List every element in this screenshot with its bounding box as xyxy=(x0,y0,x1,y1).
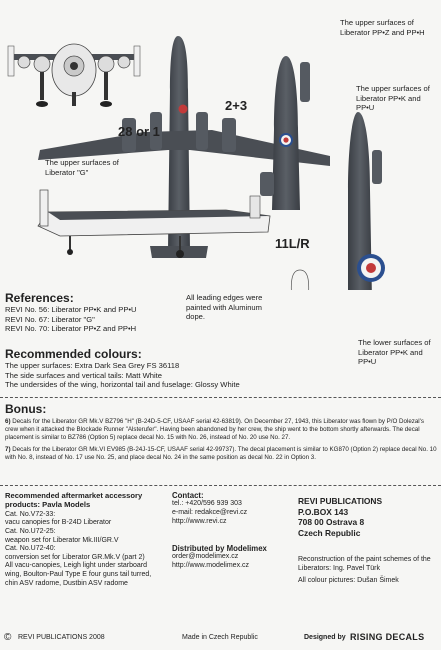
callout-lower-pp-k-pp-u: The lower surfaces of Liberator PP•K and PP•U xyxy=(358,338,431,367)
rising-decals-logo: RISING DECALS xyxy=(350,632,425,642)
references-item: REVI No. 67: Liberator "G" xyxy=(5,314,95,324)
contact-email[interactable]: e-mail: redakce@revi.cz xyxy=(172,508,248,516)
address-block xyxy=(298,496,438,538)
aftermarket-line: All vacu-canopies, Leigh light under starboard wing, Boulton-Paul Type E four guns tail turred, chin ASV radome, Dustbin ASV radome xyxy=(5,562,152,587)
aftermarket-line: Cat. No.V72-33: xyxy=(5,510,56,518)
callout-upper-g: The upper surfaces of Liberator "G" xyxy=(45,158,119,177)
bonus-item-6 xyxy=(5,418,437,442)
bonus-heading: Bonus: xyxy=(5,402,47,416)
aftermarket-line: conversion set for Liberator GR.Mk.V (part 2) xyxy=(5,553,145,561)
callout-upper-pp-k-pp-u: The upper surfaces of Liberator PP•K and PP•U xyxy=(356,84,430,113)
bonus-item-number: 7) xyxy=(5,445,11,453)
aftermarket-heading: Recommended aftermarket accessory products: Pavla Models xyxy=(5,491,143,510)
references-item: REVI No. 56: Liberator PP•K and PP•U xyxy=(5,305,137,314)
contact-website[interactable]: http://www.revi.cz xyxy=(172,517,227,525)
designed-by-text: Designed by xyxy=(304,634,346,641)
recommended-colours-section xyxy=(5,347,335,390)
contact-section xyxy=(172,491,292,526)
lower-wing-outline xyxy=(291,270,308,290)
callout-upper-pp-z-pp-h: The upper surfaces of Liberator PP•Z and PP•H xyxy=(340,18,425,37)
aftermarket-line: weapon set for Liberator Mk.III/GR.V xyxy=(5,536,119,544)
footer xyxy=(4,632,438,646)
divider-line xyxy=(0,397,441,398)
distributed-heading: Distributed by Modelimex xyxy=(172,544,267,553)
aftermarket-line: Cat. No.U72-25: xyxy=(5,528,56,535)
references-item: REVI No. 70: Liberator PP•Z and PP•H xyxy=(5,324,137,334)
front-view-aircraft xyxy=(8,44,140,107)
address-line: 708 00 Ostrava 8 xyxy=(298,517,365,528)
colours-heading: Recommended colours: xyxy=(5,347,142,361)
fuselage-pp-zh xyxy=(260,56,310,210)
aftermarket-section xyxy=(5,491,165,588)
callout-number-2-3: 2+3 xyxy=(225,98,248,113)
references-heading: References: xyxy=(5,291,74,305)
aftermarket-line: Cat. No.U72-40: xyxy=(5,545,56,553)
colours-item: The undersides of the wing, horizontal tail and fuselage: Glossy White xyxy=(5,380,240,390)
distributed-email[interactable]: order@modelimex.cz xyxy=(172,553,239,560)
bonus-item-text: Decals for the Liberator GR Mk.V BZ796 "H" (B-24D-5-CF, USAAF serial 42-63819). On December 27, 1943, this Liberator was flown by P/O Dolezal's crew when it attacked the Blockade Runner "Alsterufer". Having been abandoned by her crew, the ship went to the bottom shortly afterwards. The decal placement is similar to BZ786 (Option 5) replace decal No. 15 with No. 26, instead of No. 20 use No. 27. xyxy=(5,418,424,441)
address-line: Czech Republic xyxy=(298,527,361,538)
callout-number-28-or-1: 28 or 1 xyxy=(118,124,160,139)
bonus-item-7 xyxy=(5,446,437,462)
liberator-drawings xyxy=(0,0,441,290)
bonus-item-number: 6) xyxy=(5,418,11,425)
copyright-icon: © xyxy=(4,632,12,643)
copyright-text: REVI PUBLICATIONS 2008 xyxy=(18,634,105,641)
colours-item: The side surfaces and vertical tails: Matt White xyxy=(5,370,162,380)
bonus-item-text: Decals for the Liberator GR Mk.VI EV985 (B-24J-15-CF, USAAF serial 42-99737). The decal placement is similar to KG870 (Option 2) replace decal No. 10 with No. 8, instead of No. 17 use No. 25, and place decal No. 24 in the same position as decal No. 22 in Option 3. xyxy=(5,445,437,461)
made-in-text: Made in Czech Republic xyxy=(182,634,258,641)
colours-item: The upper surfaces: Extra Dark Sea Grey FS 36118 xyxy=(5,361,180,370)
distributed-section xyxy=(172,544,292,571)
address-line: P.O.BOX 143 xyxy=(298,506,349,517)
distributed-website[interactable]: http://www.modelimex.cz xyxy=(172,561,250,569)
contact-heading: Contact: xyxy=(172,491,204,500)
contact-phone: tel.: +420/596 939 303 xyxy=(172,500,242,507)
pictures-credit: All colour pictures: Dušan Šimek xyxy=(298,577,399,584)
references-section xyxy=(5,291,185,334)
address-line: REVI PUBLICATIONS xyxy=(298,496,383,506)
callout-number-11-lr: 11L/R xyxy=(275,236,310,251)
bonus-section xyxy=(5,402,437,462)
callout-leading-edges: All leading edges were painted with Aluminum dope. xyxy=(186,293,263,322)
fuselage-pp-ku-upper xyxy=(348,112,385,290)
divider-line xyxy=(0,485,441,486)
reconstruction-credit: Reconstruction of the paint schemes of the Liberators: Ing. Pavel Türk xyxy=(298,556,431,572)
aftermarket-line: vacu canopies for B-24D Liberator xyxy=(5,519,112,527)
